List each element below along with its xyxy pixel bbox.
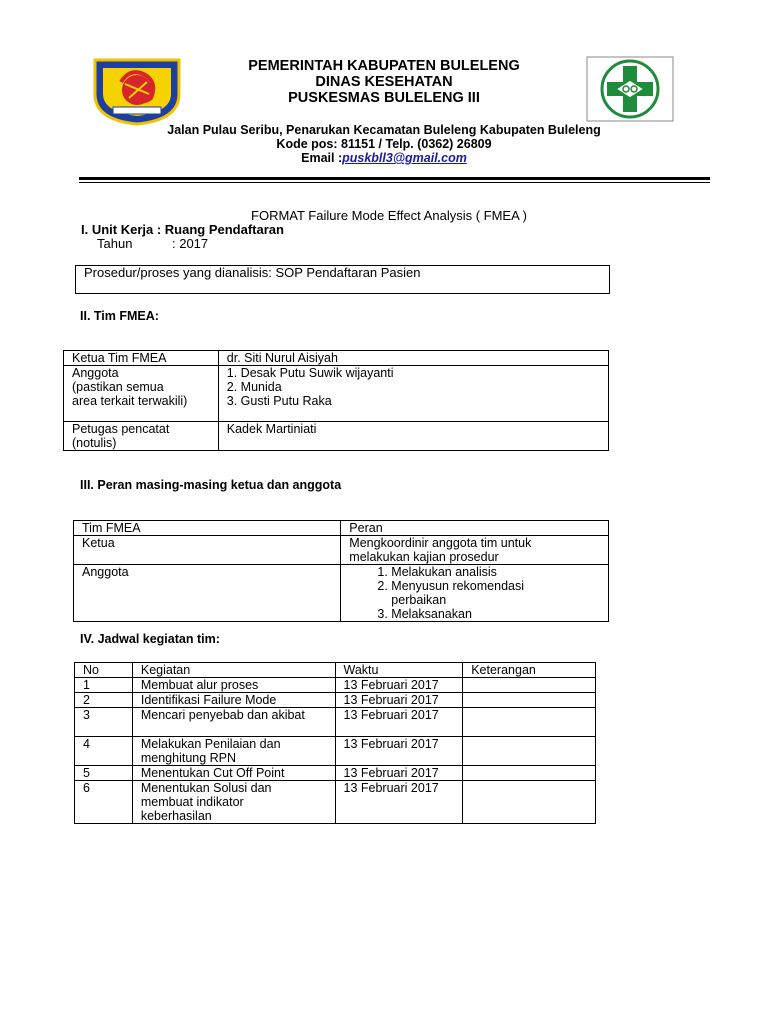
section-tim-fmea-heading: II. Tim FMEA: xyxy=(80,309,159,323)
section-jadwal-heading: IV. Jadwal kegiatan tim: xyxy=(80,632,220,646)
peran-anggota-label: Anggota xyxy=(74,565,341,622)
tahun-value: : 2017 xyxy=(172,236,209,251)
unit-kerja: I. Unit Kerja : Ruang Pendaftaran xyxy=(81,222,284,237)
jadwal-no: 4 xyxy=(75,737,133,766)
tim-fmea-table xyxy=(63,350,609,451)
jadwal-keterangan xyxy=(463,708,596,737)
anggota-member-3: 3. Gusti Putu Raka xyxy=(226,394,332,408)
table-row xyxy=(74,536,609,565)
peran-header-tim: Tim FMEA xyxy=(74,521,341,536)
jadwal-waktu: 13 Februari 2017 xyxy=(335,678,463,693)
table-row xyxy=(75,693,596,708)
pencatat-value: Kadek Martiniati xyxy=(218,422,608,451)
jadwal-no: 5 xyxy=(75,766,133,781)
header-email-line xyxy=(0,151,768,165)
jadwal-keterangan xyxy=(463,693,596,708)
header-divider-thin xyxy=(79,182,710,183)
jadwal-kegiatan: Mencari penyebab dan akibat xyxy=(132,708,335,737)
jadwal-waktu: 13 Februari 2017 xyxy=(335,708,463,737)
table-row xyxy=(74,565,609,622)
jadwal-no: 3 xyxy=(75,708,133,737)
table-row xyxy=(75,678,596,693)
jadwal-keterangan xyxy=(463,766,596,781)
jadwal-header-kegiatan: Kegiatan xyxy=(132,663,335,678)
list-item: 2. Menyusun rekomendasi perbaikan xyxy=(391,579,568,607)
email-label: Email : xyxy=(301,151,343,165)
header-line2: DINAS KESEHATAN xyxy=(315,74,453,90)
anggota-label-note1: (pastikan semua xyxy=(72,380,164,394)
ketua-value: dr. Siti Nurul Aisiyah xyxy=(218,351,608,366)
jadwal-kegiatan: Membuat alur proses xyxy=(132,678,335,693)
peran-ketua-cell xyxy=(341,536,609,565)
jadwal-waktu: 13 Februari 2017 xyxy=(335,693,463,708)
tahun-label: Tahun xyxy=(97,236,133,251)
header-line3: PUSKESMAS BULELENG III xyxy=(288,90,480,106)
jadwal-kegiatan: Menentukan Solusi dan membuat indikator keberhasilan xyxy=(132,781,335,824)
jadwal-kegiatan: Identifikasi Failure Mode xyxy=(132,693,335,708)
peran-ketua-label: Ketua xyxy=(74,536,341,565)
jadwal-no: 2 xyxy=(75,693,133,708)
ketua-label: Ketua Tim FMEA xyxy=(64,351,219,366)
jadwal-header-keterangan: Keterangan xyxy=(463,663,596,678)
table-row xyxy=(75,708,596,737)
jadwal-table xyxy=(74,662,596,824)
peran-ketua-line1: Mengkoordinir anggota tim untuk xyxy=(349,536,532,550)
anggota-label-cell xyxy=(64,366,219,422)
pencatat-label: Petugas pencatat xyxy=(72,422,170,436)
peran-ketua-line2: melakukan kajian prosedur xyxy=(349,550,499,564)
section-peran-heading: III. Peran masing-masing ketua dan anggota xyxy=(80,478,342,492)
header-divider-thick xyxy=(79,177,710,180)
anggota-member-2: 2. Munida xyxy=(226,380,282,394)
anggota-label-note2: area terkait terwakili) xyxy=(72,394,188,408)
jadwal-no: 6 xyxy=(75,781,133,824)
peran-table xyxy=(73,520,609,622)
header-postal: Kode pos: 81151 / Telp. (0362) 26809 xyxy=(276,137,492,151)
email-link[interactable]: puskbll3@gmail.com xyxy=(342,151,467,165)
table-row xyxy=(75,766,596,781)
list-item: 3. Melaksanakan xyxy=(391,607,568,621)
peran-anggota-cell xyxy=(341,565,609,622)
table-row xyxy=(64,366,609,422)
table-row xyxy=(75,737,596,766)
header-line1: PEMERINTAH KABUPATEN BULELENG xyxy=(248,58,520,74)
jadwal-waktu: 13 Februari 2017 xyxy=(335,766,463,781)
jadwal-keterangan xyxy=(463,781,596,824)
peran-header-peran: Peran xyxy=(341,521,609,536)
jadwal-keterangan xyxy=(463,737,596,766)
prosedur-text: Prosedur/proses yang dianalisis: SOP Pendaftaran Pasien xyxy=(76,266,610,294)
jadwal-kegiatan: Melakukan Penilaian dan menghitung RPN xyxy=(132,737,335,766)
table-row xyxy=(64,422,609,451)
table-row xyxy=(74,521,609,536)
jadwal-waktu: 13 Februari 2017 xyxy=(335,781,463,824)
prosedur-box xyxy=(75,265,610,294)
list-item: 1. Melakukan analisis xyxy=(391,565,568,579)
peran-anggota-list xyxy=(349,565,568,621)
table-row xyxy=(75,781,596,824)
anggota-values-cell xyxy=(218,366,608,422)
header-address: Jalan Pulau Seribu, Penarukan Kecamatan Buleleng Kabupaten Buleleng xyxy=(167,123,601,137)
jadwal-waktu: 13 Februari 2017 xyxy=(335,737,463,766)
jadwal-kegiatan: Menentukan Cut Off Point xyxy=(132,766,335,781)
table-row xyxy=(75,663,596,678)
anggota-member-1: 1. Desak Putu Suwik wijayanti xyxy=(226,366,394,380)
table-row xyxy=(64,351,609,366)
jadwal-header-waktu: Waktu xyxy=(335,663,463,678)
pencatat-label-note: (notulis) xyxy=(72,436,117,450)
document-title: FORMAT Failure Mode Effect Analysis ( FMEA ) xyxy=(251,208,527,223)
pencatat-label-cell xyxy=(64,422,219,451)
jadwal-no: 1 xyxy=(75,678,133,693)
jadwal-header-no: No xyxy=(75,663,133,678)
anggota-label: Anggota xyxy=(72,366,119,380)
jadwal-keterangan xyxy=(463,678,596,693)
